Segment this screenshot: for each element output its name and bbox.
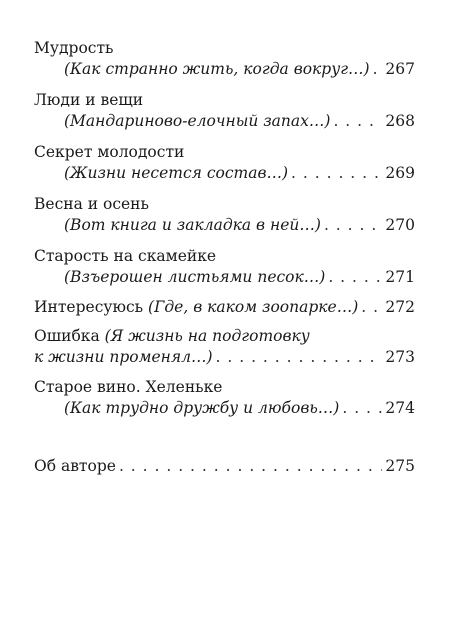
leader-dots <box>119 456 382 476</box>
page-number: 268 <box>385 112 415 130</box>
toc-entry-title <box>34 377 415 397</box>
page-number: 271 <box>385 268 415 286</box>
entry-title: Люди и вещи <box>34 91 144 109</box>
toc-entry-subtitle-line <box>64 398 415 418</box>
page-number: 272 <box>385 298 415 316</box>
toc-entry-title <box>34 142 415 162</box>
toc-entry-subtitle-line <box>34 347 415 367</box>
leader-dots <box>328 267 382 287</box>
entry-title: Весна и осень <box>34 195 149 213</box>
toc-entry-title <box>34 90 415 110</box>
entry-subtitle: (Мандариново-елочный запах…) <box>64 112 331 130</box>
toc-about-line <box>34 456 415 476</box>
entry-title: Секрет молодости <box>34 143 185 161</box>
leader-dots <box>361 297 382 317</box>
leader-dots <box>291 163 382 183</box>
entry-title: Ошибка <box>34 327 100 345</box>
toc-entry-line <box>34 297 415 317</box>
entry-subtitle: (Жизни несется состав…) <box>64 164 289 182</box>
page-number: 269 <box>385 164 415 182</box>
entry-title: Старость на скамейке <box>34 247 217 265</box>
leader-dots <box>216 347 383 367</box>
entry-subtitle: (Вот книга и закладка в ней…) <box>64 216 321 234</box>
page-number: 275 <box>385 457 415 475</box>
entry-subtitle: (Как трудно дружбу и любовь…) <box>64 399 340 417</box>
page-number: 273 <box>385 348 415 366</box>
entry-title: Мудрость <box>34 39 114 57</box>
entry-subtitle: (Как странно жить, когда вокруг…) <box>64 60 370 78</box>
page-number: 270 <box>385 216 415 234</box>
toc-entry-line <box>34 326 415 346</box>
toc-entry-title <box>34 246 415 266</box>
toc-entry-subtitle-line <box>64 267 415 287</box>
toc-entry-subtitle-line <box>64 215 415 235</box>
entry-subtitle-continued: к жизни променял…) <box>34 348 213 366</box>
about-title: Об авторе <box>34 457 116 475</box>
toc-entry-subtitle-line <box>64 163 415 183</box>
leader-dots <box>324 215 382 235</box>
toc-entry-title <box>34 194 415 214</box>
toc-entry-subtitle-line <box>64 111 415 131</box>
leader-dots <box>342 398 382 418</box>
entry-subtitle: (Взъерошен листьями песок…) <box>64 268 326 286</box>
entry-title: Интересуюсь <box>34 298 144 316</box>
leader-dots <box>333 111 382 131</box>
toc-entry-title <box>34 38 415 58</box>
entry-title: Старое вино. Хеленьке <box>34 378 223 396</box>
page-number: 274 <box>385 399 415 417</box>
entry-subtitle: (Я жизнь на подготовку <box>104 327 310 345</box>
toc-entry-subtitle-line <box>64 59 415 79</box>
leader-dots <box>373 59 383 79</box>
entry-subtitle: (Где, в каком зоопарке…) <box>148 298 359 316</box>
page-number: 267 <box>385 60 415 78</box>
